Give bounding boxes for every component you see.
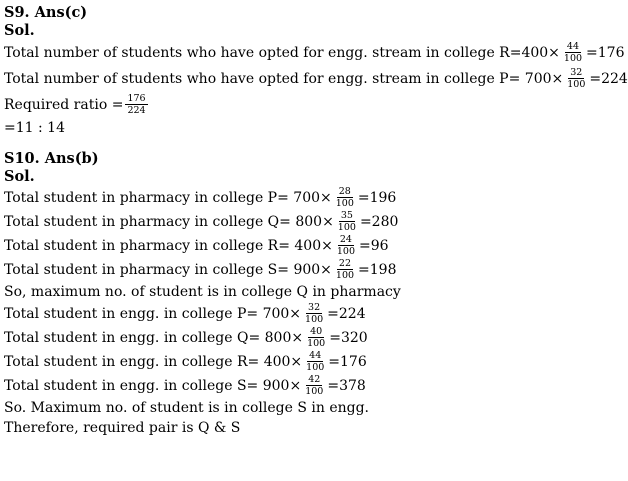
- fraction-numerator: 42: [308, 373, 321, 385]
- fraction-denominator: 224: [127, 104, 146, 116]
- line-prefix: Required ratio =: [4, 97, 124, 113]
- fraction-denominator: 100: [335, 197, 354, 209]
- fraction: [335, 234, 357, 257]
- line-result: =176: [586, 45, 625, 61]
- fraction: [565, 67, 587, 90]
- fraction: [334, 258, 356, 281]
- line-result: =198: [358, 262, 397, 278]
- line-result: =280: [359, 214, 399, 230]
- s10-pharmacy-line: [4, 210, 604, 234]
- fraction: [305, 326, 327, 349]
- s10-engg-line: [4, 374, 604, 398]
- s10-title: S10. Ans(b): [4, 150, 99, 167]
- s10-sol-label: Sol.: [4, 168, 35, 185]
- line-result: =96: [359, 238, 389, 254]
- line-result: =320: [329, 330, 368, 346]
- fraction-numerator: 44: [309, 349, 322, 361]
- fraction: [334, 186, 356, 209]
- line-result: =196: [357, 190, 397, 206]
- s10-engg-conclusion: So. Maximum no. of student is in college S in engg.: [4, 400, 369, 416]
- line-prefix: Total student in engg. in college P= 700×: [4, 306, 302, 322]
- fraction: [125, 93, 147, 116]
- s10-final-answer: Therefore, required pair is Q & S: [4, 420, 241, 436]
- s10-pharmacy-conclusion: So, maximum no. of student is in college Q in pharmacy: [4, 284, 401, 300]
- solution-document: [4, 4, 628, 438]
- line-prefix: Total student in engg. in college R= 400×: [4, 354, 303, 370]
- fraction-denominator: 100: [563, 52, 583, 64]
- fraction: [304, 350, 326, 373]
- line-result: =378: [327, 378, 366, 394]
- s10-pharmacy-line: [4, 186, 604, 210]
- fraction: [562, 41, 584, 64]
- s10-engg-line: [4, 326, 604, 350]
- s10-pharmacy-line: [4, 234, 604, 258]
- s9-title: S9. Ans(c): [4, 4, 88, 21]
- fraction-denominator: 100: [335, 269, 355, 281]
- line-result: =224: [589, 71, 628, 87]
- fraction-numerator: 35: [340, 209, 353, 221]
- fraction-numerator: 28: [338, 185, 351, 197]
- fraction-numerator: 32: [308, 301, 321, 313]
- line-prefix: Total student in engg. in college Q= 800×: [4, 330, 304, 346]
- s9-sol-label: Sol.: [4, 22, 35, 39]
- fraction-denominator: 100: [307, 337, 326, 349]
- fraction: [303, 302, 325, 325]
- fraction: [303, 374, 325, 397]
- line-result: =176: [328, 354, 367, 370]
- fraction-denominator: 100: [337, 221, 356, 233]
- fraction-numerator: 40: [310, 325, 323, 337]
- line-prefix: Total student in pharmacy in college Q= 800×: [4, 214, 334, 230]
- fraction-numerator: 176: [127, 92, 146, 104]
- fraction-denominator: 100: [336, 245, 355, 257]
- fraction-denominator: 100: [567, 78, 586, 90]
- s10-engg-line: [4, 302, 604, 326]
- fraction-numerator: 44: [566, 40, 580, 52]
- fraction-denominator: 100: [305, 313, 324, 325]
- fraction-numerator: 24: [339, 233, 352, 245]
- fraction-numerator: 32: [570, 66, 583, 78]
- fraction-denominator: 100: [306, 361, 325, 373]
- line-prefix: Total student in pharmacy in college S= 900×: [4, 262, 332, 278]
- s9-line-college-r: [4, 40, 625, 66]
- line-prefix: Total student in engg. in college S= 900×: [4, 378, 302, 394]
- line-result: =224: [327, 306, 366, 322]
- fraction-denominator: 100: [305, 385, 324, 397]
- s9-line-college-p: [4, 66, 628, 92]
- s9-result: =11 : 14: [4, 120, 65, 136]
- fraction: [336, 210, 358, 233]
- line-prefix: Total number of students who have opted for engg. stream in college R=400×: [4, 45, 560, 61]
- line-prefix: Total number of students who have opted for engg. stream in college P= 700×: [4, 71, 564, 87]
- s10-pharmacy-line: [4, 258, 604, 282]
- line-prefix: Total student in pharmacy in college P= 700×: [4, 190, 332, 206]
- line-prefix: Total student in pharmacy in college R= 400×: [4, 238, 333, 254]
- fraction-numerator: 22: [338, 257, 352, 269]
- s9-required-ratio: [4, 92, 604, 118]
- s10-engg-line: [4, 350, 604, 374]
